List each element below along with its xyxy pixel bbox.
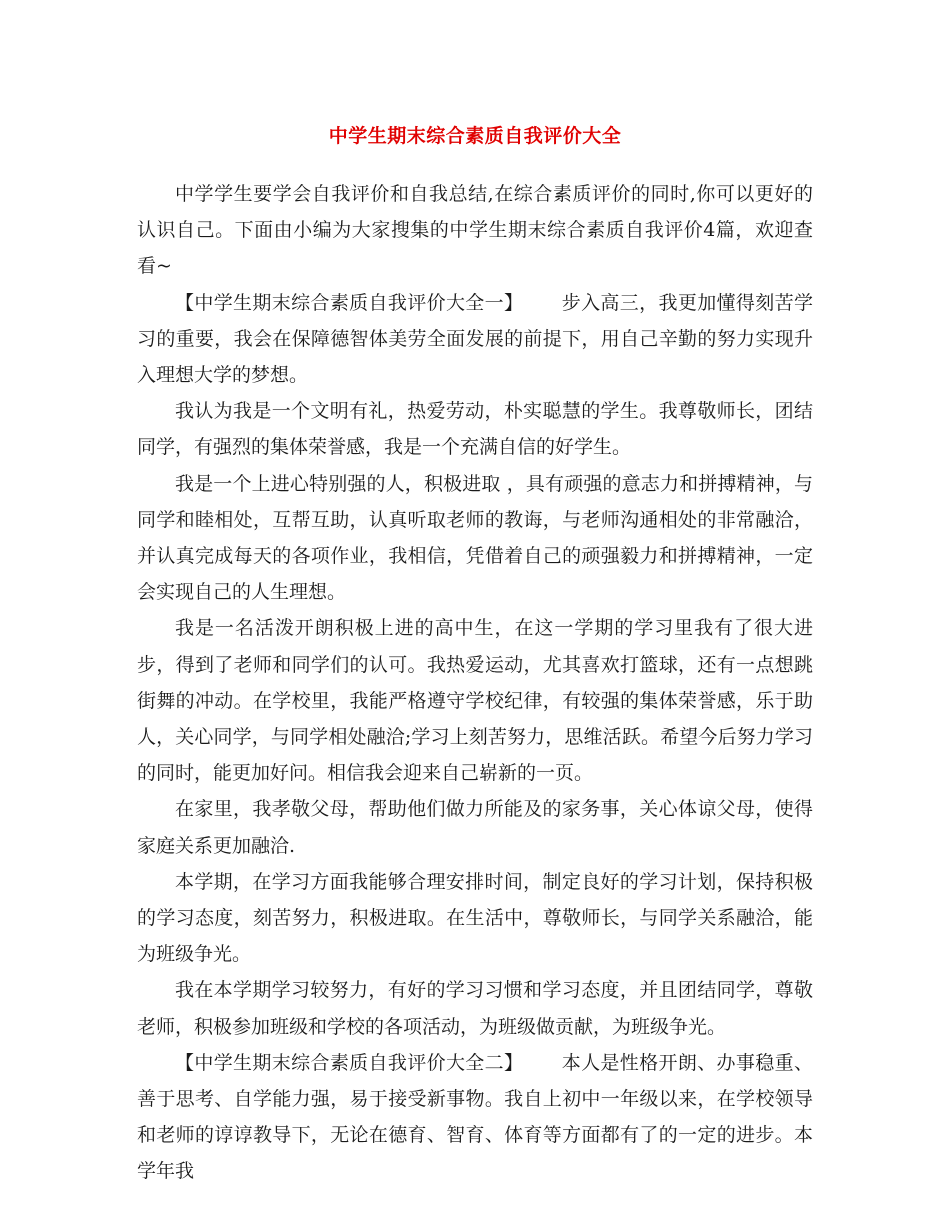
document-title: 中学生期末综合素质自我评价大全 (328, 125, 622, 147)
section-1-heading: 【中学生期末综合素质自我评价大全一】 (175, 291, 524, 314)
document-body (137, 176, 813, 1190)
body-paragraph-6: 本学期，在学习方面我能够合理安排时间，制定良好的学习计划，保持积极的学习态度，刻苦努力，积极进取。在生活中，尊敬师长，与同学关系融洽，能为班级争光。 (137, 870, 813, 966)
section-2-heading: 【中学生期末综合素质自我评价大全二】 (175, 1051, 524, 1074)
body-paragraph-4: 我是一名活泼开朗积极上进的高中生，在这一学期的学习里我有了很大进步，得到了老师和同学们的认可。我热爱运动，尤其喜欢打篮球，还有一点想跳街舞的冲动。在学校里，我能严格遵守学校纪律，有较强的集体荣誉感，乐于助人，关心同学，与同学相处融洽;学习上刻苦努力，思维活跃。希望今后努力学习的同时，能更加好问。相信我会迎来自己崭新的一页。 (137, 617, 813, 785)
section-1-text: 步入高三，我更加懂得刻苦学习的重要，我会在保障德智体美劳全面发展的前提下，用自己辛勤的努力实现升入理想大学的梦想。 (137, 291, 813, 387)
body-paragraph-7: 我在本学期学习较努力，有好的学习习惯和学习态度，并且团结同学，尊敬老师，积极参加班级和学校的各项活动，为班级做贡献，为班级争光。 (137, 979, 813, 1038)
section-2-text: 本人是性格开朗、办事稳重、善于思考、自学能力强，易于接受新事物。我自上初中一年级以来，在学校领导和老师的谆谆教导下，无论在德育、智育、体育等方面都有了的一定的进步。本学年我 (137, 1051, 813, 1183)
body-paragraph-2: 我认为我是一个文明有礼，热爱劳动，朴实聪慧的学生。我尊敬师长，团结同学，有强烈的集体荣誉感，我是一个充满自信的好学生。 (137, 400, 813, 459)
intro-paragraph: 中学学生要学会自我评价和自我总结,在综合素质评价的同时,你可以更好的认识自己。下面由小编为大家搜集的中学生期末综合素质自我评价4篇，欢迎查看~ (137, 183, 813, 278)
section-1-paragraph (137, 285, 813, 394)
section-2-paragraph (137, 1045, 813, 1190)
body-paragraph-3: 我是一个上进心特别强的人，积极进取 ，具有顽强的意志力和拼搏精神，与同学和睦相处，互帮互助，认真听取老师的教诲，与老师沟通相处的非常融洽，并认真完成每天的各项作业，我相信，凭借着自己的顽强毅力和拼搏精神，一定会实现自己的人生理想。 (137, 472, 813, 604)
body-paragraph-5: 在家里，我孝敬父母，帮助他们做力所能及的家务事，关心体谅父母，使得家庭关系更加融洽. (137, 798, 813, 857)
